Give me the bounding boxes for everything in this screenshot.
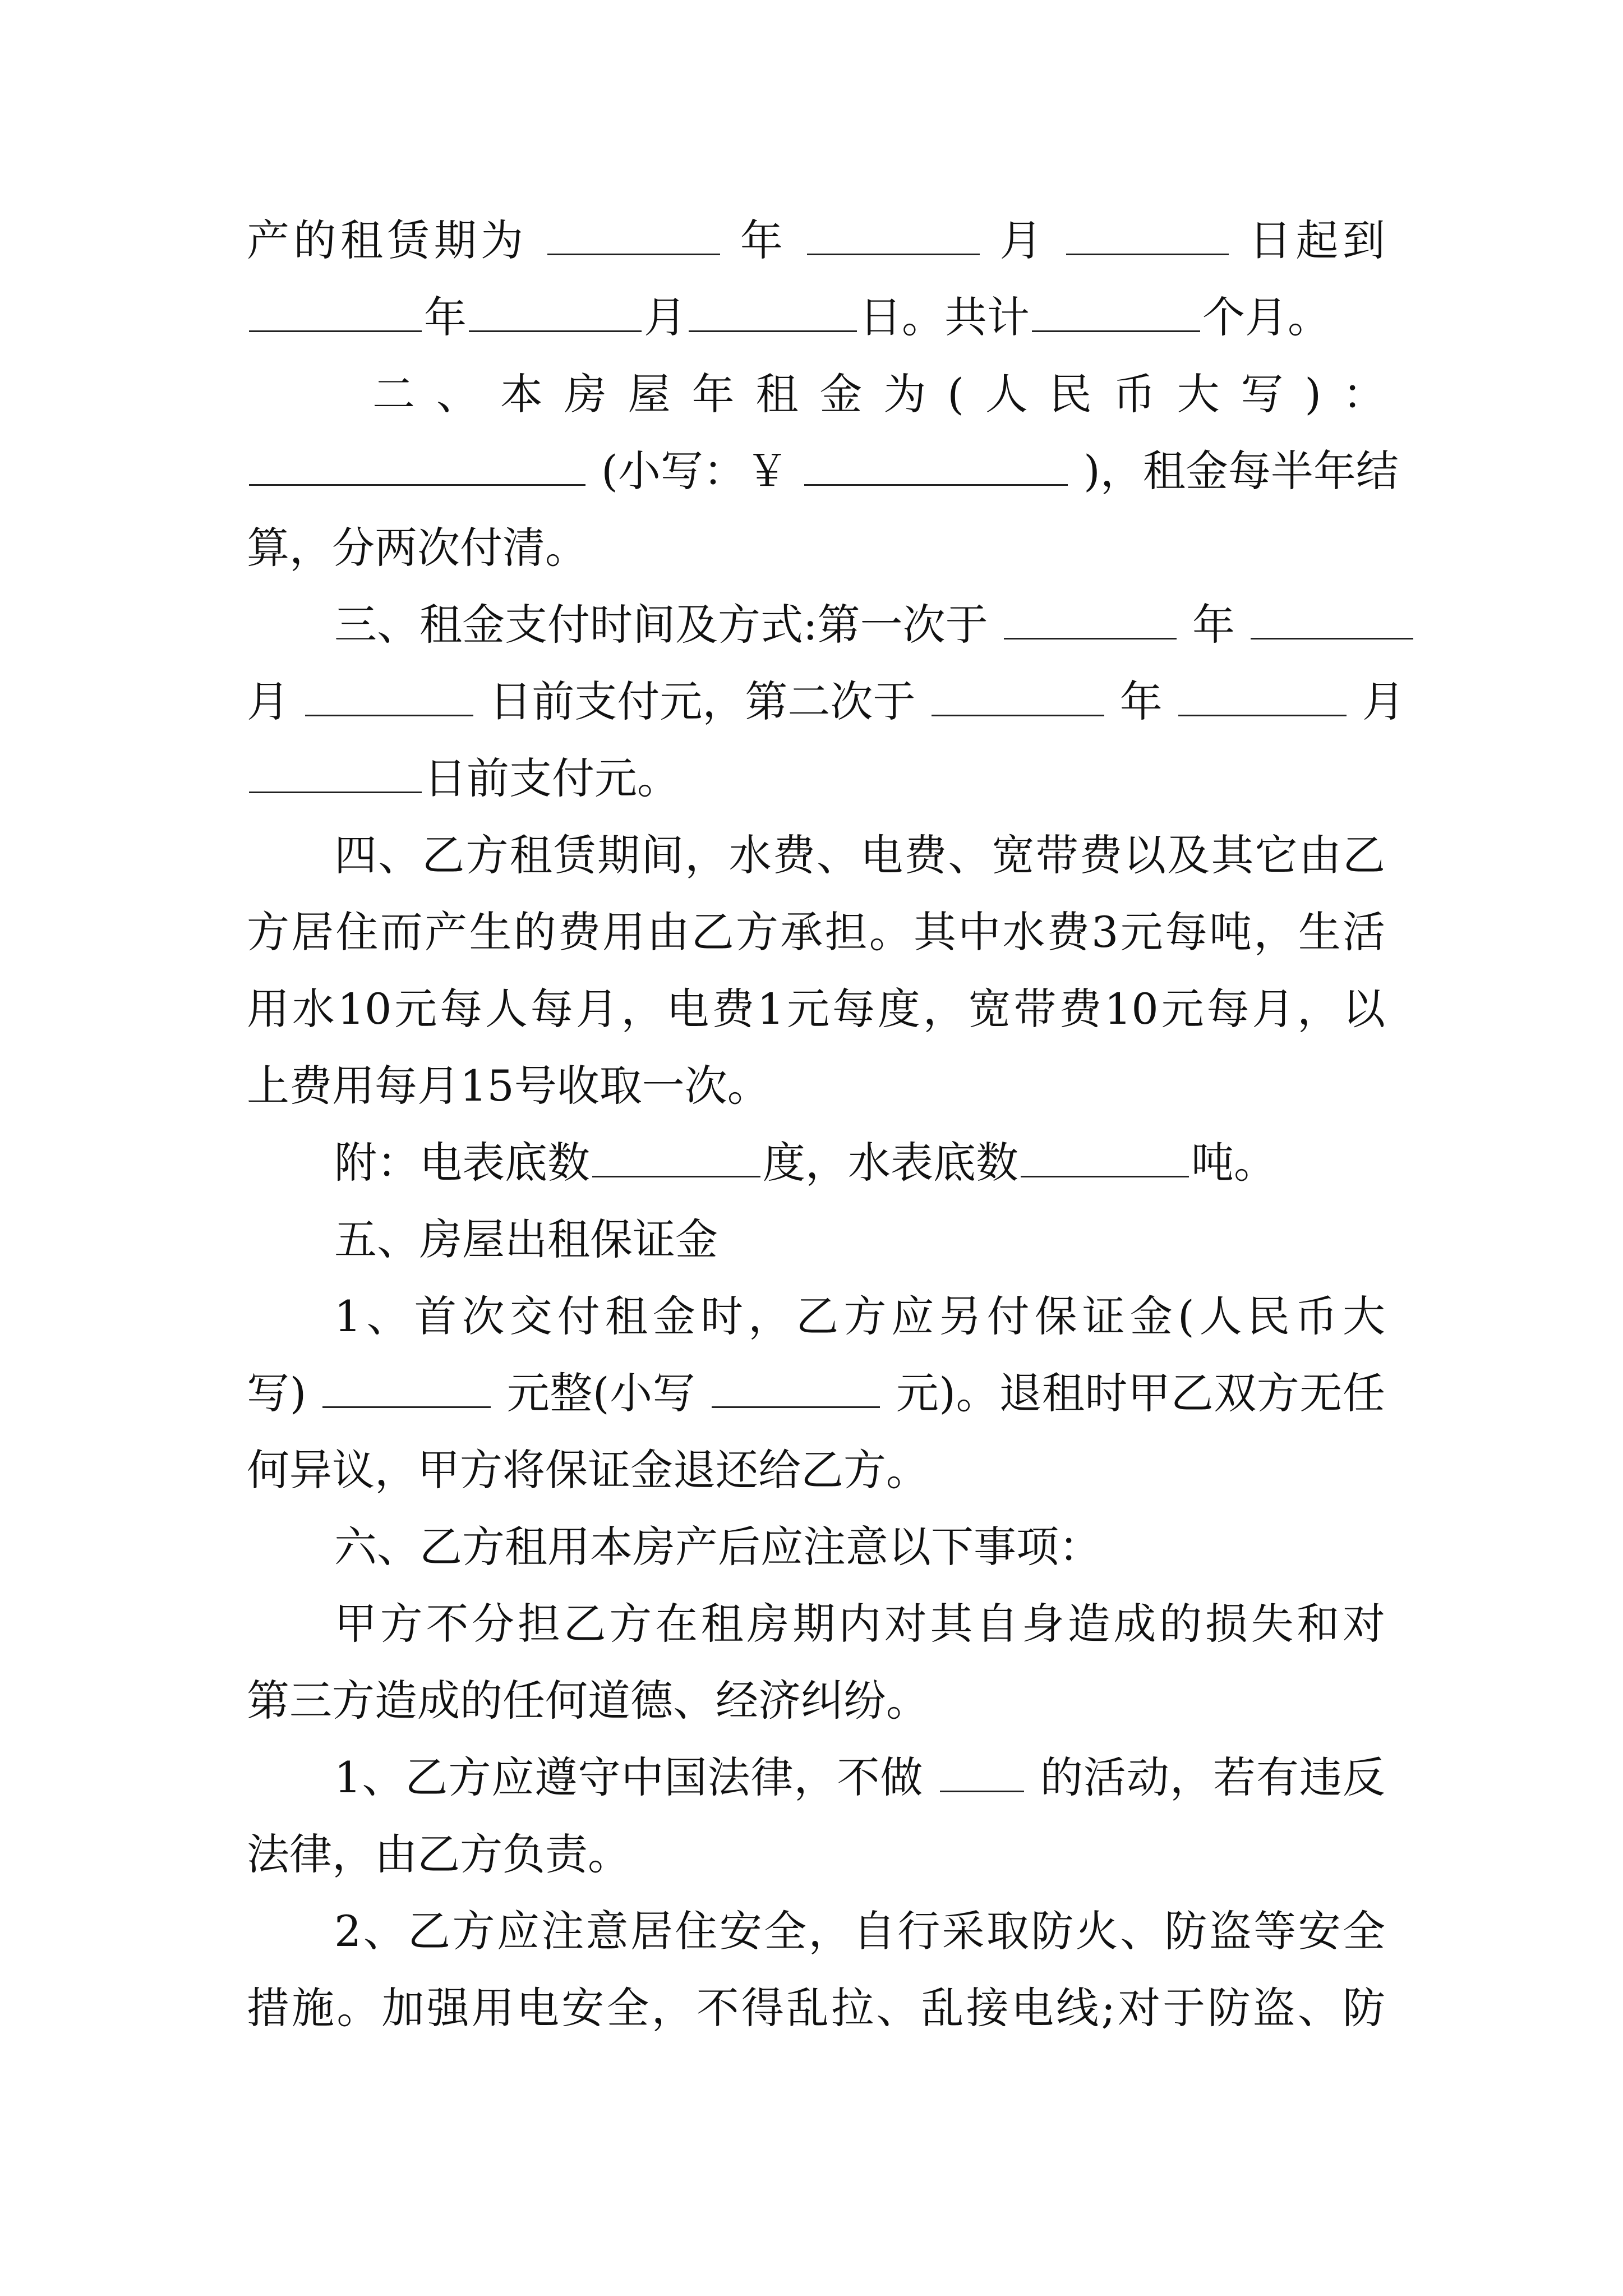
text-segment: 第三方造成的任何道德、经济纠纷。 xyxy=(247,1676,929,1726)
fill-blank xyxy=(804,445,1068,486)
fill-blank xyxy=(1251,599,1413,639)
text-line xyxy=(247,970,1385,1047)
fill-blank xyxy=(689,291,857,332)
fill-blank xyxy=(712,1367,880,1408)
text-segment: 月 xyxy=(999,215,1046,265)
fill-blank xyxy=(1178,675,1347,716)
fill-blank xyxy=(547,214,720,255)
fill-blank xyxy=(469,291,642,332)
text-line xyxy=(247,1124,1385,1201)
fill-blank xyxy=(305,675,473,716)
text-segment: 吨。 xyxy=(1191,1138,1276,1188)
fill-blank xyxy=(932,675,1104,716)
text-segment: 二、本房屋年租金为(人民币大写)： xyxy=(372,369,1385,419)
fill-blank xyxy=(592,1137,760,1177)
text-segment: 元整(小写 xyxy=(506,1368,696,1418)
fill-blank xyxy=(807,214,980,255)
text-segment: 的活动，若有违反 xyxy=(1040,1752,1385,1802)
text-line xyxy=(247,432,1399,509)
fill-blank xyxy=(322,1367,491,1408)
fill-blank xyxy=(940,1751,1024,1792)
text-segment: 1、首次交付租金时，乙方应另付保证金(人民币大 xyxy=(334,1291,1385,1341)
text-segment: 度，水表底数 xyxy=(763,1138,1018,1188)
text-segment: 年 xyxy=(1192,600,1235,650)
fill-blank xyxy=(1021,1137,1189,1177)
text-segment: 算，分两次付清。 xyxy=(247,523,588,573)
text-segment: 元)。退租时甲乙双方无任 xyxy=(896,1368,1385,1418)
text-segment: 上费用每月15号收取一次。 xyxy=(247,1061,770,1111)
text-segment: 法律，由乙方负责。 xyxy=(247,1829,630,1879)
text-segment: 方居住而产生的费用由乙方承担。其中水费3元每吨，生活 xyxy=(247,907,1385,957)
text-segment: 日起到 xyxy=(1249,215,1385,265)
text-segment: (小写：￥ xyxy=(601,446,789,496)
text-line xyxy=(247,1739,1385,1816)
text-line xyxy=(247,279,1385,356)
text-line xyxy=(247,202,1385,279)
fill-blank xyxy=(249,291,422,332)
fill-blank xyxy=(1004,599,1177,639)
text-line xyxy=(247,1816,1385,1893)
text-line xyxy=(247,356,1385,432)
fill-blank xyxy=(249,752,422,793)
document-page xyxy=(247,202,1405,2046)
fill-blank xyxy=(249,445,585,486)
text-line xyxy=(247,1278,1385,1355)
text-segment: 月 xyxy=(1362,677,1405,726)
text-segment: 月 xyxy=(247,677,289,726)
text-line xyxy=(247,1970,1385,2046)
text-segment: 日。共计 xyxy=(859,292,1030,342)
text-segment: 用水10元每人每月，电费1元每度，宽带费10元每月，以 xyxy=(247,984,1385,1034)
text-segment: 三、租金支付时间及方式:第一次于 xyxy=(334,600,988,650)
text-segment: 写) xyxy=(247,1368,307,1418)
fill-blank xyxy=(1066,214,1229,255)
text-segment: 四、乙方租赁期间，水费、电费、宽带费以及其它由乙 xyxy=(334,830,1385,880)
text-line xyxy=(247,1585,1385,1662)
text-line xyxy=(247,894,1385,970)
text-segment: 日前支付元，第二次于 xyxy=(489,677,916,726)
text-segment: 2、乙方应注意居住安全，自行采取防火、防盗等安全 xyxy=(334,1906,1385,1956)
text-segment: 六、乙方租用本房产后应注意以下事项： xyxy=(334,1522,1101,1572)
text-segment: 年 xyxy=(1119,677,1163,726)
text-line xyxy=(247,740,1385,817)
text-line xyxy=(247,1355,1385,1432)
text-segment: 附：电表底数 xyxy=(334,1138,590,1188)
text-segment: )，租金每半年结 xyxy=(1083,446,1399,496)
text-line xyxy=(247,1662,1385,1739)
text-segment: 五、房屋出租保证金 xyxy=(334,1214,718,1264)
text-segment: 产的租赁期为 xyxy=(247,215,528,265)
text-line xyxy=(247,1201,1385,1278)
text-line xyxy=(247,1508,1385,1585)
text-line xyxy=(247,1047,1385,1124)
text-segment: 1、乙方应遵守中国法律，不做 xyxy=(334,1752,924,1802)
text-line xyxy=(247,509,1385,586)
text-segment: 何异议，甲方将保证金退还给乙方。 xyxy=(247,1445,929,1495)
text-segment: 年 xyxy=(740,215,787,265)
text-line xyxy=(247,586,1385,663)
text-line xyxy=(247,817,1385,894)
text-line xyxy=(247,1432,1385,1508)
text-segment: 甲方不分担乙方在租房期内对其自身造成的损失和对 xyxy=(334,1599,1385,1649)
text-segment: 措施。加强用电安全，不得乱拉、乱接电线;对于防盗、防 xyxy=(247,1983,1385,2033)
text-segment: 年 xyxy=(424,292,467,342)
text-segment: 月 xyxy=(644,292,686,342)
text-line xyxy=(247,663,1405,740)
text-line xyxy=(247,1893,1385,1970)
text-segment: 个月。 xyxy=(1202,292,1330,342)
fill-blank xyxy=(1032,291,1200,332)
text-segment: 日前支付元。 xyxy=(424,753,680,803)
